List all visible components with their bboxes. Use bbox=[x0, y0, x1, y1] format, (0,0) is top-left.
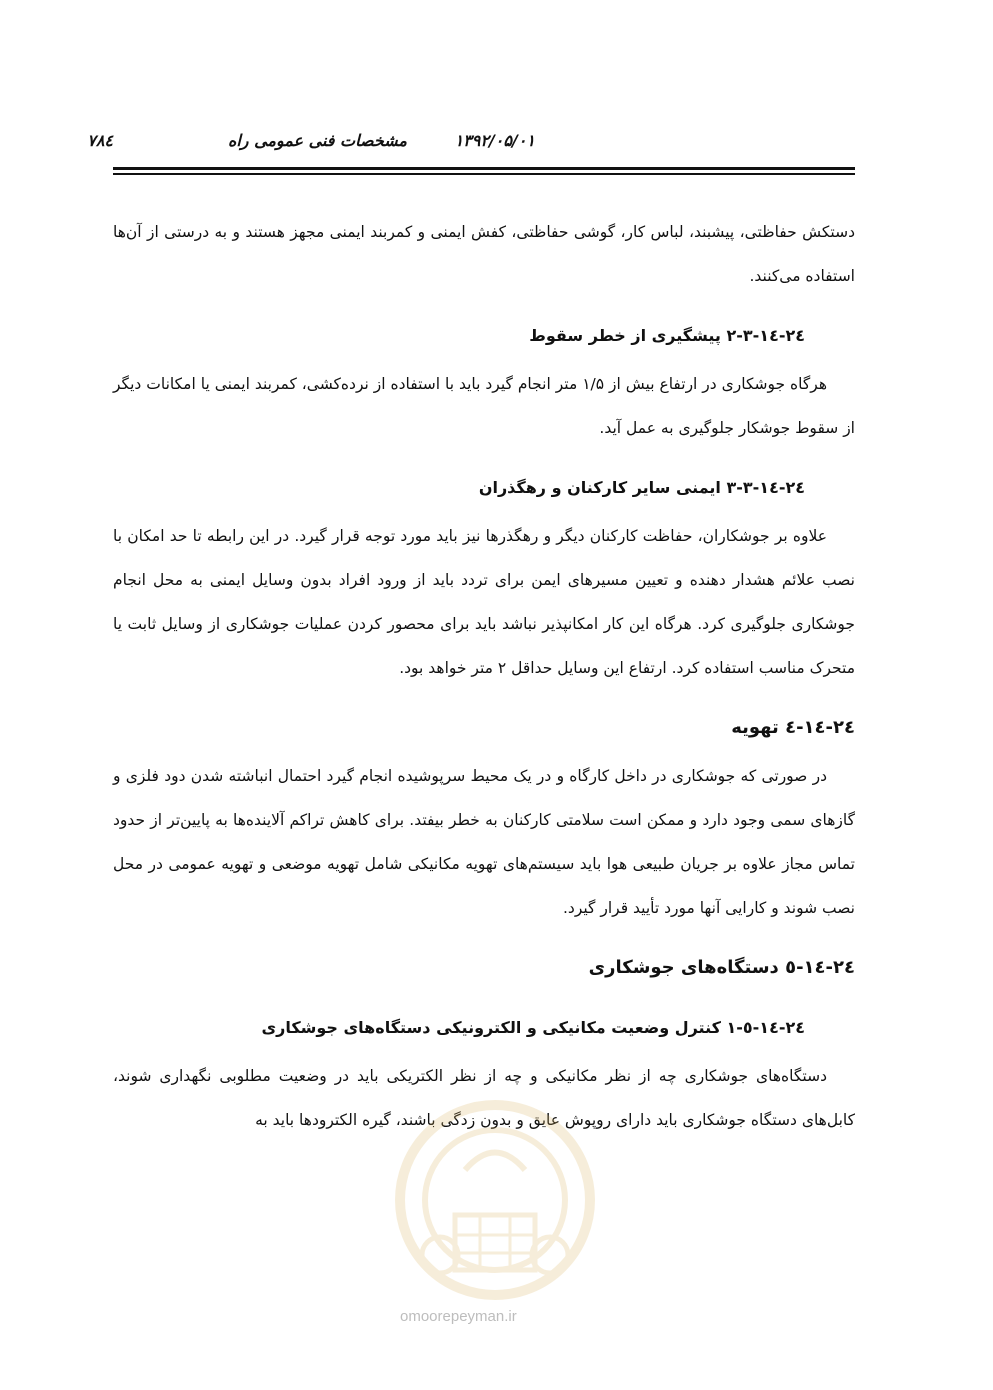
document-body bbox=[113, 210, 855, 1142]
section-heading: ٢٤-١٤-٣-٢ پیشگیری از خطر سقوط bbox=[529, 326, 805, 345]
header-date: ۱۳۹۲/۰۵/۰۱ bbox=[454, 131, 535, 150]
watermark-url: omoorepeyman.ir bbox=[400, 1308, 517, 1325]
header-rule-thin bbox=[113, 173, 855, 175]
section-heading: ٢٤-١٤-٥-١ کنترل وضعیت مکانیکی و الکترونیکی دستگاه‌های جوشکاری bbox=[261, 1018, 805, 1037]
paragraph: دستگاه‌های جوشکاری چه از نظر مکانیکی و چه از نظر الکتریکی باید در وضعیت مطلوبی نگهداری شوند، کابل‌های دستگاه جوشکاری باید دارای روپوش عایق و بدون زدگی باشند، گیره الکترودها باید به bbox=[113, 1067, 855, 1129]
section-heading: ٢٤-١٤-٤ تهویه bbox=[731, 717, 855, 738]
section-heading: ٢٤-١٤-٣-٣ ایمنی سایر کارکنان و رهگذران bbox=[478, 478, 805, 497]
header-title: مشخصات فنی عمومی راه bbox=[227, 131, 407, 150]
page-number: ۷۸٤ bbox=[87, 131, 113, 150]
header-rule-thick bbox=[113, 167, 855, 170]
paragraph: هرگاه جوشکاری در ارتفاع بیش از ۱/۵ متر انجام گیرد باید با استفاده از نرده‌کشی، کمربند ایمنی یا امکانات دیگر از سقوط جوشکار جلوگیری به عمل آید. bbox=[113, 375, 855, 437]
paragraph: علاوه بر جوشکاران، حفاظت کارکنان دیگر و رهگذرها نیز باید مورد توجه قرار گیرد. در این رابطه تا حد امکان با نصب علائم هشدار دهنده و تعیین مسیرهای ایمن برای تردد باید از ورود افراد بدون وسایل ایمنی به محل انجام جوشکاری جلوگیری کرد. هرگاه این کار امکانپذیر نباشد باید برای محصور کردن عملیات جوشکاری از وسایل ثابت یا متحرک مناسب استفاده کرد. ارتفاع این وسایل حداقل ۲ متر خواهد بود. bbox=[113, 527, 855, 677]
paragraph: دستکش حفاظتی، پیشبند، لباس کار، گوشی حفاظتی، کفش ایمنی و کمربند ایمنی مجهز هستند و به درستی از آن‌ها استفاده می‌کنند. bbox=[113, 223, 855, 285]
paragraph: در صورتی که جوشکاری در داخل کارگاه و در یک محیط سرپوشیده انجام گیرد احتمال انباشته شدن دود فلزی و گازهای سمی وجود دارد و ممکن است سلامتی کارکنان به خطر بیفتد. برای کاهش تراکم آلاینده‌ها به پایین‌تر از حدود تماس مجاز علاوه بر جریان طبیعی هوا باید سیستم‌های تهویه مکانیکی شامل تهویه موضعی و تهویه عمومی در محل نصب شوند و کارایی آنها مورد تأیید قرار گیرد. bbox=[113, 767, 855, 917]
page-header bbox=[87, 120, 855, 160]
section-heading: ٢٤-١٤-٥ دستگاه‌های جوشکاری bbox=[588, 957, 855, 978]
